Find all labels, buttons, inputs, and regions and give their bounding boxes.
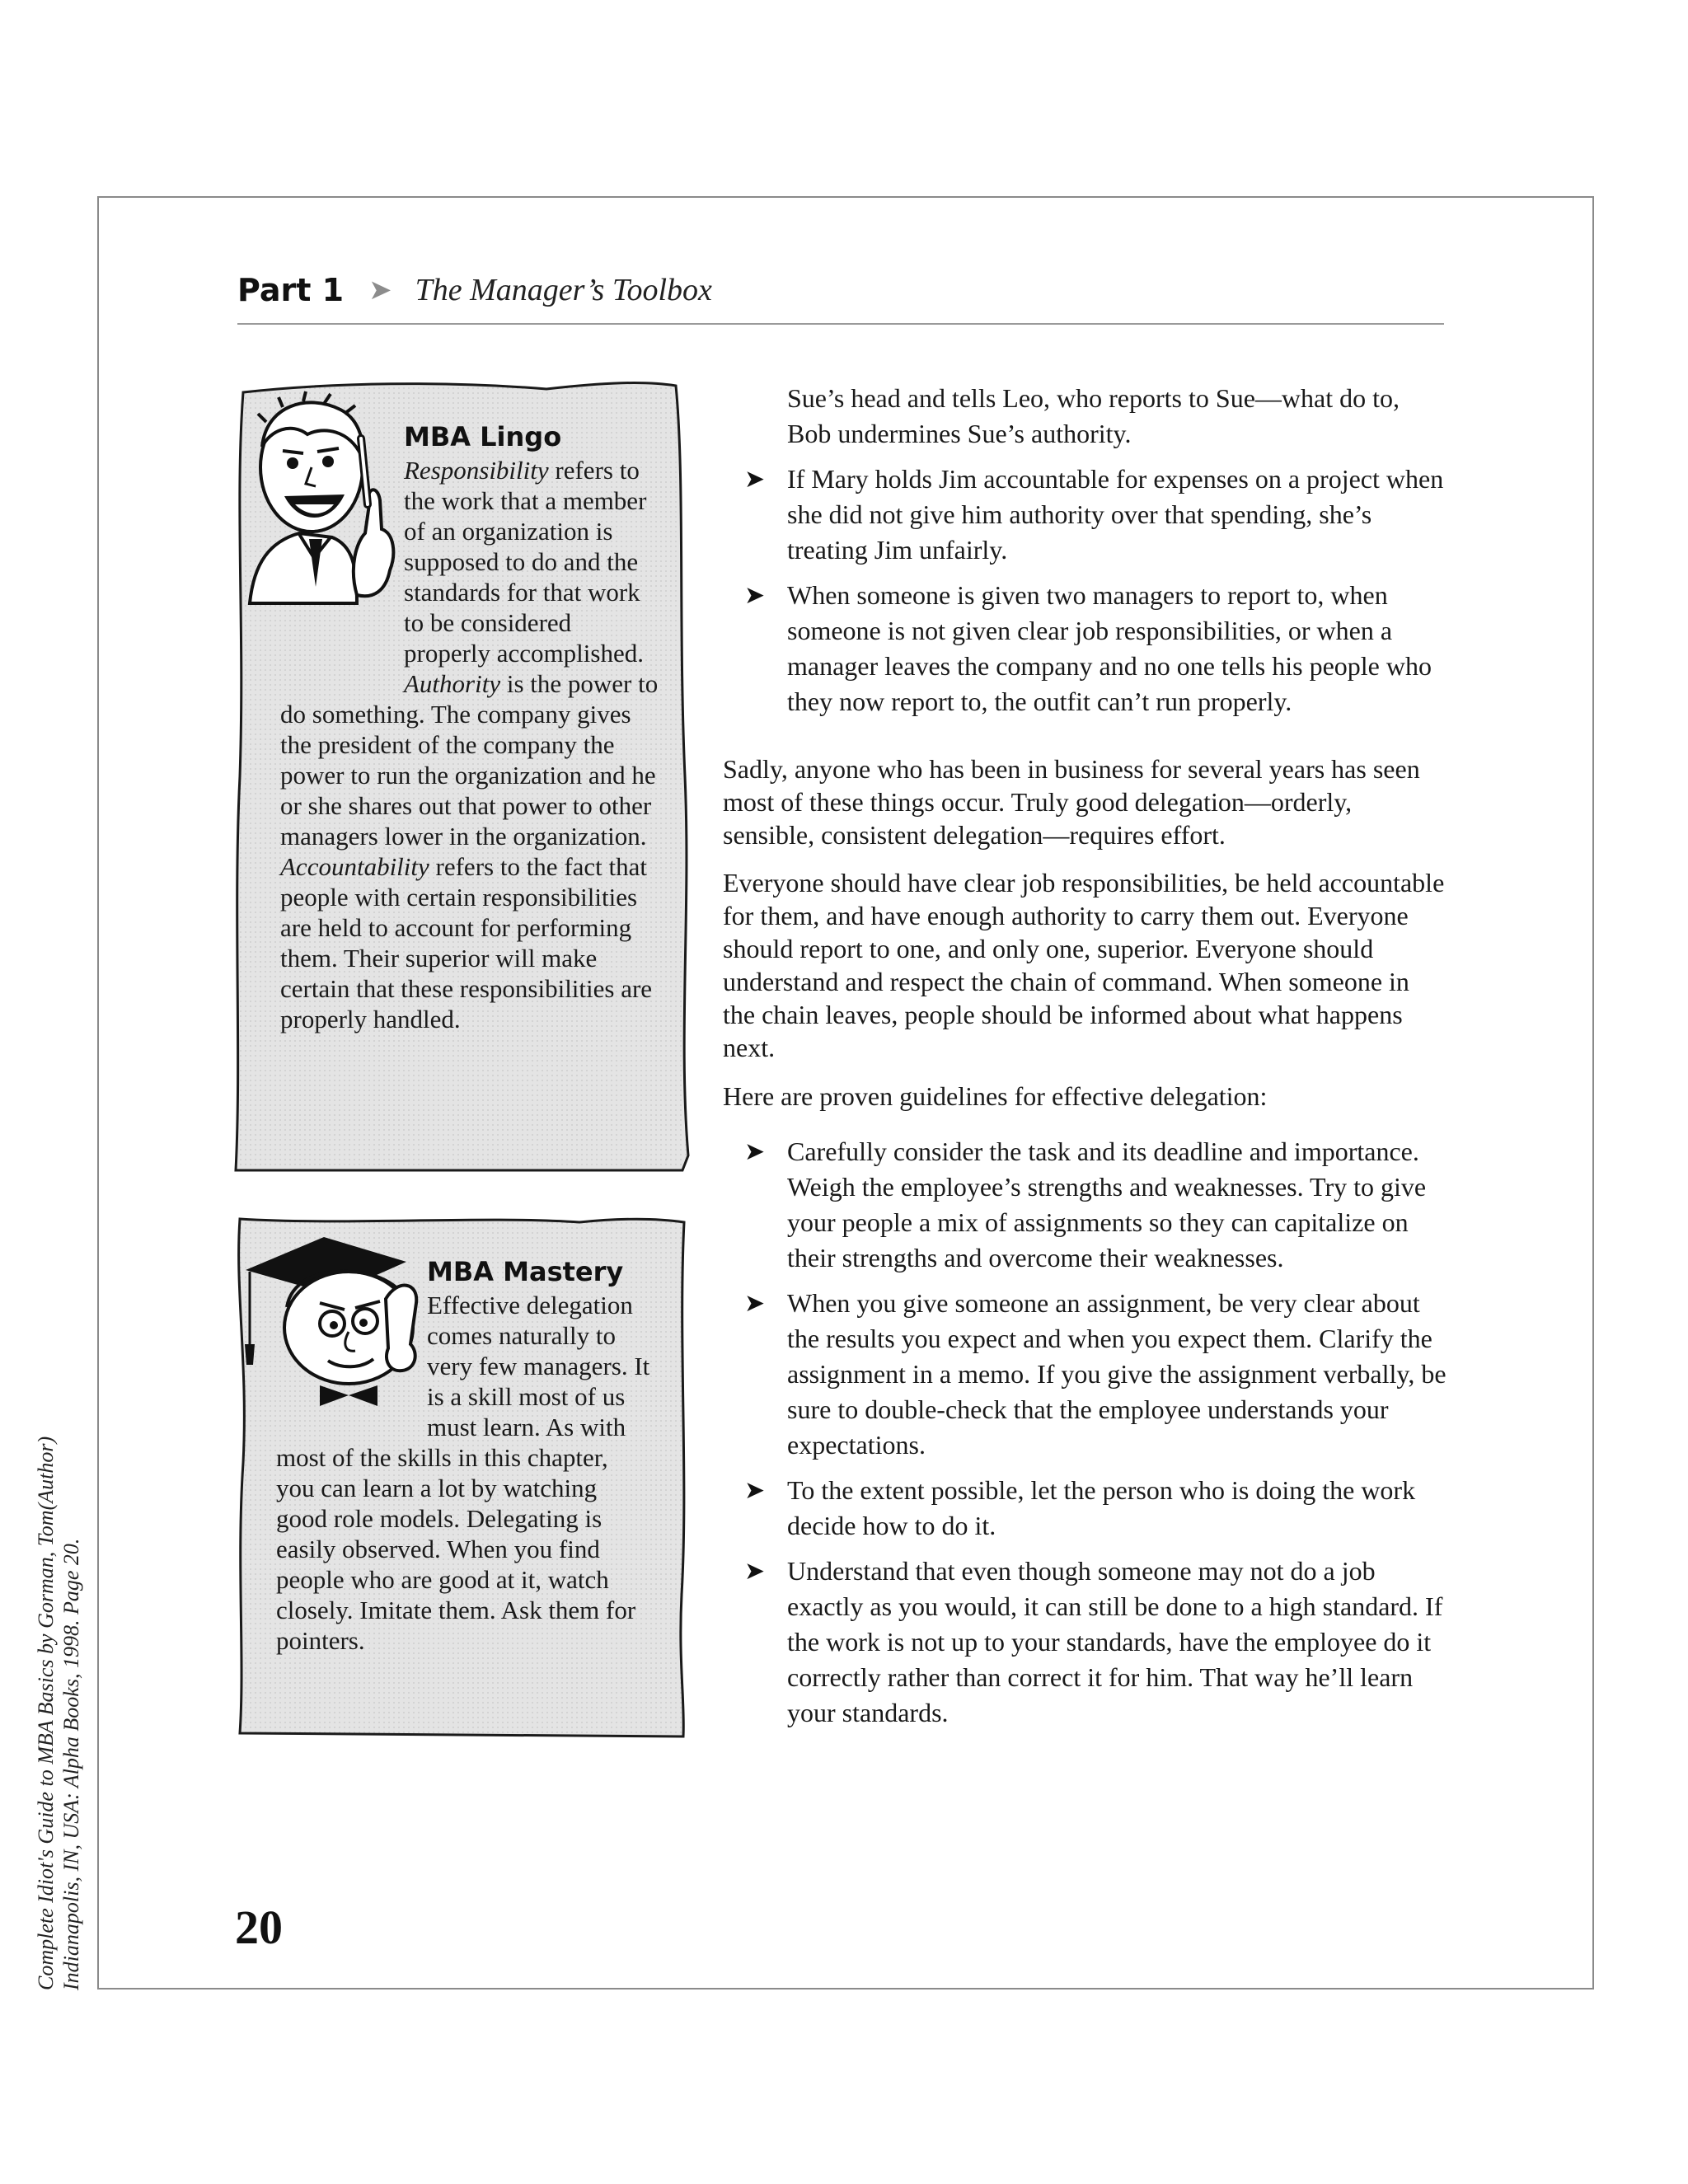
- bullet-arrow-icon: ➤: [744, 1289, 766, 1318]
- list-item: ➤ Carefully consider the task and its deadline and importance. Weigh the employee’s strengths and weaknesses. Try to give your people a mix of assignments so they can capitalize on their strengths and overcome their weaknesses.: [723, 1134, 1447, 1276]
- def-responsibility: refers to the work that a member of an organization is supposed to do and the standards for that work to be considered properly accomplished.: [404, 456, 647, 668]
- mba-mastery-sidebar: [233, 1216, 691, 1743]
- list-item: ➤ When you give someone an assignment, be very clear about the results you expect and when you expect them. Clarify the assignment in a memo. If you give the assignment verbally, be sure to double-check that the employee understands your expectations.: [723, 1286, 1447, 1463]
- bullet-arrow-icon: ➤: [744, 1476, 766, 1505]
- side-citation: [33, 1290, 84, 1990]
- mastery-text: Effective delegation comes naturally to very few managers. It is a skill most of us must learn. As with most of the skills in this chapter, you can learn a lot by watching good role models. Delegating is easily observed. When you find people who are good at it, watch closely. Imitate them. Ask them for pointers.: [276, 1291, 650, 1655]
- citation-line-1: Complete Idiot's Guide to MBA Basics by Gorman, Tom(Author): [34, 1436, 58, 1990]
- term-accountability: Accountability: [280, 852, 429, 881]
- running-header: [237, 265, 712, 315]
- list-item: ➤ If Mary holds Jim accountable for expenses on a project when she did not give him authority over that spending, she’s treating Jim unfairly.: [723, 462, 1447, 568]
- lingo-title: MBA Lingo: [404, 421, 562, 452]
- bullet-arrow-icon: ➤: [744, 581, 766, 610]
- def-accountability: refers to the fact that people with certain responsibilities are held to account for performing them. Their superior will make certain that these responsibilities are properly handled.: [280, 852, 653, 1033]
- list-item: ➤ When someone is given two managers to report to, when someone is not given clear job responsibilities, or when a manager leaves the company and no one tells his people who they now report to, the outfit can’t run properly.: [723, 578, 1447, 719]
- bullet-list-guidelines: [723, 1134, 1447, 1731]
- header-arrow-icon: ➤: [368, 274, 392, 307]
- mba-lingo-sidebar: [233, 381, 691, 1177]
- header-rule: [237, 323, 1444, 325]
- main-column: [723, 381, 1447, 1752]
- list-item: ➤ Understand that even though someone may not do a job exactly as you would, it can still be done to a high standard. If the work is not up to your standards, have the employee do it correctly rather than correct it for him. That way he’ll learn your standards.: [723, 1554, 1447, 1731]
- paragraph-guidelines-intro: Here are proven guidelines for effective delegation:: [723, 1081, 1268, 1111]
- mastery-content: [276, 1255, 651, 1656]
- part-label: Part 1: [237, 272, 345, 308]
- bullet-arrow-icon: ➤: [744, 465, 766, 494]
- list-item: ➤ To the extent possible, let the person who is doing the work decide how to do it.: [723, 1473, 1447, 1544]
- chapter-title: The Manager’s Toolbox: [415, 273, 712, 307]
- citation-line-2: Indianapolis, IN, USA: Alpha Books, 1998. Page 20.: [59, 1538, 83, 1990]
- def-authority: is the power to do something. The company gives the president of the company the power to run the organization and he or she shares out that power to other managers lower in the organization.: [280, 669, 659, 851]
- term-responsibility: Responsibility: [404, 456, 549, 485]
- bullet-list-problems: [723, 462, 1447, 719]
- paragraph-everyone: Everyone should have clear job responsibilities, be held accountable for them, and have enough authority to carry them out. Everyone should report to one, and only one, superior. Everyone should understand and respect the chain of command. When someone in the chain leaves, people should be informed about what happens next.: [723, 868, 1445, 1062]
- continuation-text: Sue’s head and tells Leo, who reports to Sue—what do to, Bob undermines Sue’s authority.: [787, 383, 1400, 448]
- page-number: 20: [235, 1900, 283, 1954]
- bullet-arrow-icon: ➤: [744, 1557, 766, 1586]
- paragraph-sadly: Sadly, anyone who has been in business for several years has seen most of these things occur. Truly good delegation—orderly, sensible, consistent delegation—requires effort.: [723, 754, 1420, 850]
- term-authority: Authority: [404, 669, 501, 698]
- bullet-arrow-icon: ➤: [744, 1137, 766, 1166]
- mastery-title: MBA Mastery: [427, 1256, 624, 1287]
- lingo-content: [280, 420, 659, 1034]
